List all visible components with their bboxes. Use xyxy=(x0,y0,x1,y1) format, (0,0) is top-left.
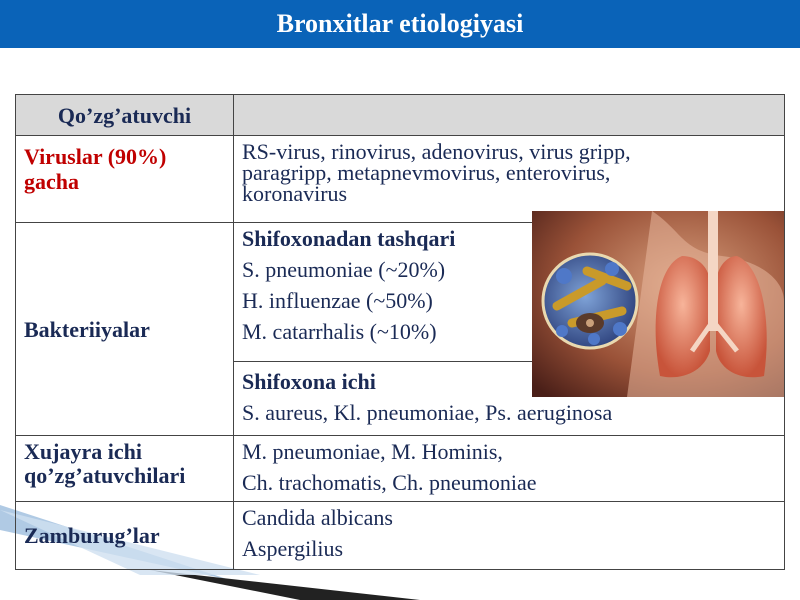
category-intracellular xyxy=(16,436,234,502)
bacteria-outside-item: H. influenzae (~50%) xyxy=(242,288,433,313)
category-viruses-line1: Viruslar (90%) xyxy=(24,144,167,169)
agents-viruses-line1: RS-virus, rinovirus, adenovirus, virus gripp, xyxy=(242,139,631,164)
category-viruses xyxy=(16,136,234,223)
category-fungi: Zamburug’lar xyxy=(16,502,234,570)
agents-intracellular-line1: M. pneumoniae, M. Hominis, xyxy=(242,439,503,464)
agents-intracellular-line2: Ch. trachomatis, Ch. pneumoniae xyxy=(242,470,537,495)
agents-viruses-line3: koronavirus xyxy=(242,181,348,206)
agents-fungi-line1: Candida albicans xyxy=(242,505,393,530)
bacteria-inside-heading: Shifoxona ichi xyxy=(242,369,376,394)
table-row-viruses xyxy=(16,136,785,223)
category-intracellular-line1: Xujayra ichi xyxy=(24,439,142,464)
slide-title-bar xyxy=(0,0,800,48)
header-empty xyxy=(234,95,785,136)
category-viruses-line2: gacha xyxy=(24,169,79,194)
bacteria-outside-item: M. catarrhalis (~10%) xyxy=(242,319,437,344)
category-bacteria: Bakteriiyalar xyxy=(16,223,234,436)
agents-viruses-line2: paragripp, metapnevmovirus, enterovirus, xyxy=(242,160,611,185)
header-pathogen: Qo’zg’atuvchi xyxy=(16,95,234,136)
bacteria-outside-item: S. pneumoniae (~20%) xyxy=(242,257,446,282)
table-row-fungi xyxy=(16,502,785,570)
lungs-bacteria-icon xyxy=(532,211,784,397)
agents-fungi-line2: Aspergilius xyxy=(242,536,344,561)
agents-intracellular xyxy=(234,436,785,502)
lungs-bacteria-illustration xyxy=(532,211,784,397)
slide-title: Bronxitlar etiologiyasi xyxy=(276,9,524,38)
category-intracellular-line2: qo’zg’atuvchilari xyxy=(24,463,186,488)
table-header-row xyxy=(16,95,785,136)
table-row-intracellular xyxy=(16,436,785,502)
agents-fungi xyxy=(234,502,785,570)
bacteria-outside-heading: Shifoxonadan tashqari xyxy=(242,226,456,251)
bacteria-inside-item: S. aureus, Kl. pneumoniae, Ps. aeruginosa xyxy=(242,400,613,425)
agents-viruses xyxy=(234,136,785,223)
